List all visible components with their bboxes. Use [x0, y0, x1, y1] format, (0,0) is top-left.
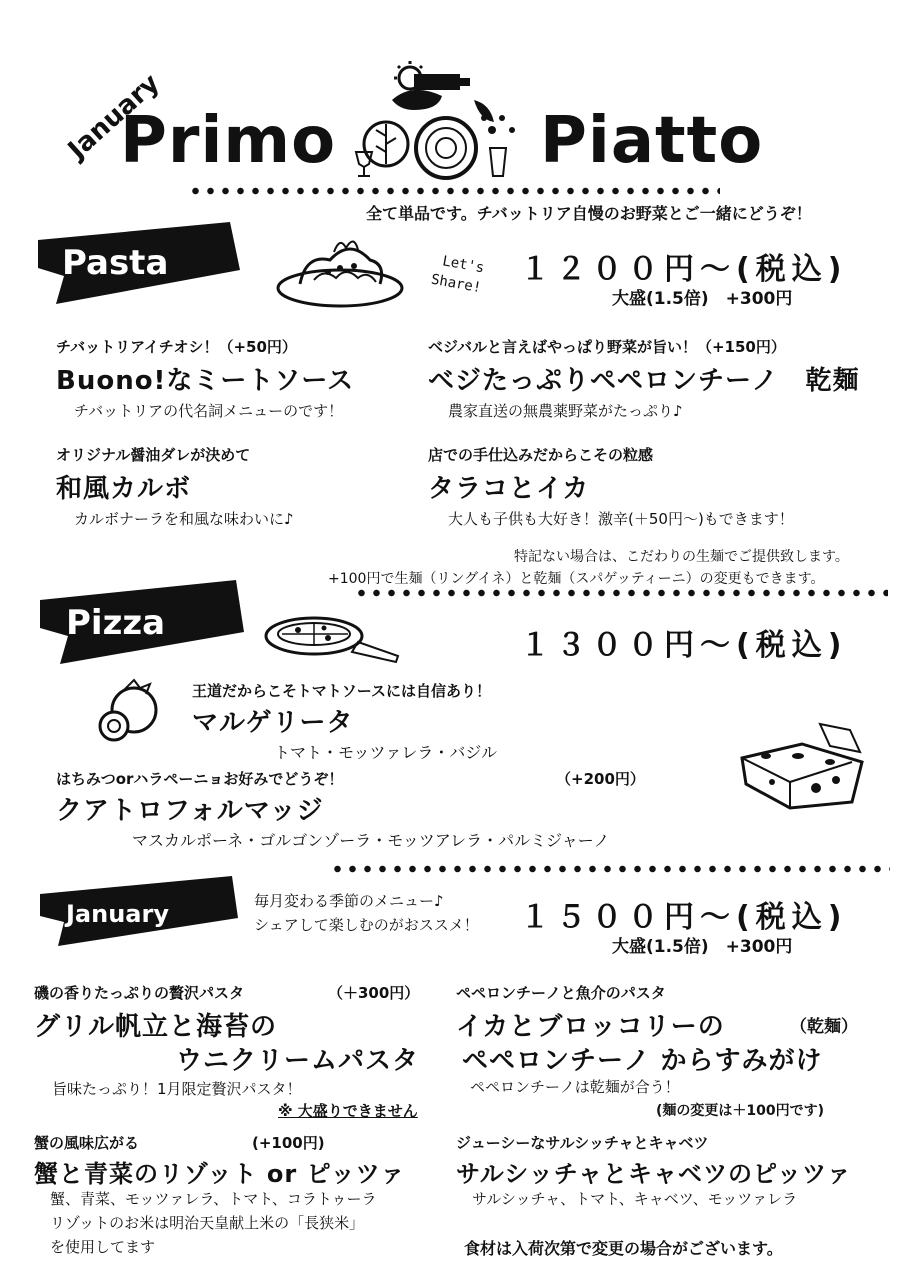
january-intro: シェアして楽しむのがおススメ！ — [254, 916, 479, 934]
pizza-dots — [330, 864, 890, 874]
january-item-tag: ジューシーなサルシッチャとキャベツ — [456, 1134, 709, 1152]
january-price: １５００円〜(税込) — [520, 900, 848, 935]
svg-text:Share!: Share! — [429, 271, 483, 297]
january-intro: 毎月変わる季節のメニュー♪ — [254, 892, 444, 910]
pizza-banner-label: Pizza — [66, 603, 166, 643]
pizza-item-desc: マスカルポーネ・ゴルゴンゾーラ・モッツアレラ・パルミジャーノ — [132, 831, 610, 850]
january-item-note: ※ 大盛りできません — [278, 1102, 418, 1120]
january-item-name: ウニクリームパスタ — [176, 1046, 420, 1076]
tagline: 全て単品です。チバットリア自慢のお野菜とご一緒にどうぞ！ — [366, 204, 812, 223]
title-piatto: Piatto — [540, 104, 764, 178]
pasta-banner-label: Pasta — [62, 243, 169, 283]
pasta-item-tag: ベジバルと言えばやっぱり野菜が旨い！（+150円） — [428, 338, 786, 356]
pasta-item-desc: チバットリアの代名詞メニューのです！ — [74, 402, 344, 420]
title-primo: Primo — [120, 104, 337, 178]
january-banner — [36, 868, 246, 948]
pasta-item-desc: 農家直送の無農薬野菜がたっぷり♪ — [448, 402, 683, 420]
january-item-name: サルシッチャとキャベツのピッツァ — [456, 1160, 852, 1188]
january-item-name: 蟹と青菜のリゾット or ピッツァ — [34, 1160, 406, 1188]
january-large-size: 大盛(1.5倍) +300円 — [612, 937, 793, 957]
pizza-item-desc: トマト・モッツァレラ・バジル — [274, 743, 497, 762]
pasta-item-desc: 大人も子供も大好き！激辛(＋50円〜)もできます！ — [448, 510, 794, 528]
january-item-tag: 蟹の風味広がる — [34, 1134, 140, 1152]
pasta-price: １２００円〜(税込) — [520, 252, 848, 287]
january-item-desc: ペペロンチーノは乾麺が合う！ — [470, 1078, 680, 1096]
january-item-desc: 蟹、青菜、モッツァレラ、トマト、コラトゥーラ — [50, 1190, 377, 1208]
january-item-extra: （乾麺） — [790, 1017, 858, 1037]
pizza-board-illustration — [262, 612, 404, 666]
january-item-name: イカとブロッコリーの — [456, 1012, 725, 1042]
pasta-item-tag: チバットリアイチオシ！（+50円） — [56, 338, 297, 356]
january-item-desc: リゾットのお米は明治天皇献上米の「長狭米」 — [50, 1214, 365, 1232]
pasta-item-tag: オリジナル醤油ダレが決めて — [56, 446, 251, 464]
pasta-item-name: タラコとイカ — [428, 474, 590, 504]
cheese-illustration — [736, 718, 866, 810]
january-item-desc: 旨味たっぷり！1月限定贅沢パスタ！ — [52, 1080, 302, 1098]
pasta-item-name: ベジたっぷりペペロンチーノ 乾麺 — [428, 366, 860, 396]
january-item-note: (麺の変更は＋100円です) — [656, 1103, 825, 1119]
pasta-dots — [354, 588, 888, 598]
tomato-illustration — [94, 670, 164, 750]
january-item-desc: サルシッチャ、トマト、キャベツ、モッツァレラ — [472, 1190, 798, 1208]
pasta-note: +100円で生麺（リングイネ）と乾麺（スパゲッティーニ）の変更もできます。 — [328, 571, 825, 587]
pasta-item-name: 和風カルボ — [56, 474, 192, 504]
pizza-item-name: マルゲリータ — [192, 708, 354, 738]
january-item-tag: ペペロンチーノと魚介のパスタ — [456, 984, 666, 1002]
pasta-note: 特記ない場合は、こだわりの生麺でご提供致します。 — [514, 549, 849, 565]
pizza-item-tag: 王道だからこそトマトソースには自信あり！ — [192, 682, 491, 700]
pizza-item-extra: （+200円） — [556, 770, 645, 788]
january-item-name: グリル帆立と海苔の — [34, 1012, 278, 1042]
svg-text:Let's: Let's — [441, 253, 486, 277]
month-text: January — [62, 68, 166, 166]
january-item-desc: を使用してます — [50, 1238, 156, 1256]
pasta-banner — [34, 218, 244, 306]
january-item-extra: (+100円) — [252, 1134, 325, 1152]
pizza-item-tag: はちみつorハラペーニョお好みでどうぞ！ — [56, 770, 344, 788]
pizza-item-name: クアトロフォルマッジ — [56, 796, 324, 826]
pasta-item-desc: カルボナーラを和風な味わいに♪ — [74, 510, 294, 528]
january-banner-label: January — [66, 900, 169, 928]
header-dots — [188, 186, 720, 196]
january-item-extra: （＋300円） — [328, 984, 420, 1002]
pasta-item-name: Buono!なミートソース — [56, 366, 355, 396]
pasta-large-size: 大盛(1.5倍) +300円 — [612, 289, 793, 309]
pasta-plate-illustration — [274, 232, 408, 310]
pizza-banner — [36, 576, 246, 666]
january-item-name: ペペロンチーノ からすみがけ — [462, 1046, 823, 1076]
pasta-item-tag: 店での手仕込みだからこその粒感 — [428, 446, 654, 464]
pizza-price: １３００円〜(税込) — [520, 628, 848, 663]
footer-note: 食材は入荷次第で変更の場合がございます。 — [464, 1239, 783, 1258]
january-item-tag: 磯の香りたっぷりの贅沢パスタ — [34, 984, 245, 1002]
lets-share-label — [424, 248, 514, 308]
vegetables-illustration — [352, 60, 522, 180]
